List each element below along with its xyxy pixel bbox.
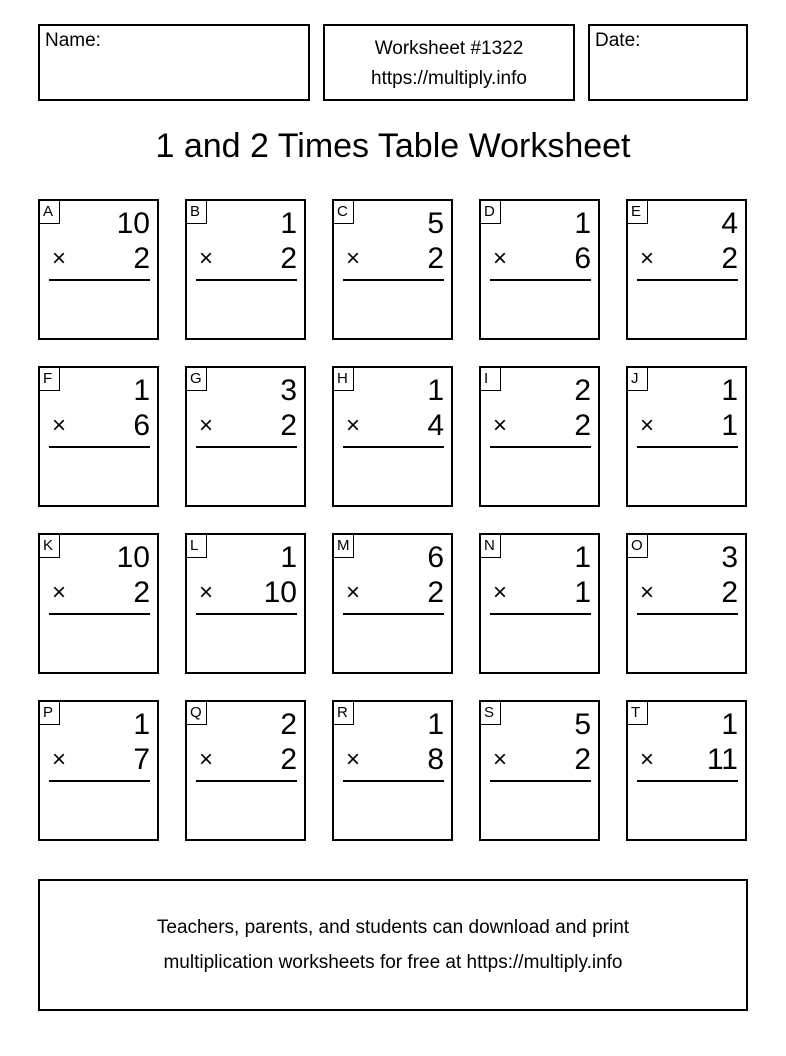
problem-card[interactable] xyxy=(185,700,306,841)
problem-letter: T xyxy=(628,702,648,725)
answer-line xyxy=(343,279,444,281)
problem-card[interactable] xyxy=(332,199,453,340)
problem-letter: F xyxy=(40,368,60,391)
multiplier: 1 xyxy=(574,576,591,609)
problem-letter: B xyxy=(187,201,207,224)
multiplicand: 1 xyxy=(574,541,591,574)
multiplier: 2 xyxy=(721,576,738,609)
problem-card[interactable] xyxy=(332,366,453,507)
multiply-sign-icon: × xyxy=(640,245,655,272)
problem-letter: S xyxy=(481,702,501,725)
multiplicand: 3 xyxy=(721,541,738,574)
multiplicand: 3 xyxy=(280,374,297,407)
multiplier: 8 xyxy=(427,743,444,776)
multiplicand: 1 xyxy=(427,374,444,407)
multiplicand: 6 xyxy=(427,541,444,574)
problem-card[interactable] xyxy=(38,199,159,340)
problem-card[interactable] xyxy=(626,700,747,841)
problem-card[interactable] xyxy=(626,366,747,507)
answer-line xyxy=(196,613,297,615)
problem-letter: A xyxy=(40,201,60,224)
name-field[interactable] xyxy=(38,24,310,101)
multiply-sign-icon: × xyxy=(52,412,67,439)
problem-letter: K xyxy=(40,535,60,558)
problem-letter: Q xyxy=(187,702,207,725)
multiplier: 2 xyxy=(133,242,150,275)
answer-line xyxy=(490,780,591,782)
worksheet-info-box xyxy=(323,24,575,101)
multiplier: 2 xyxy=(721,242,738,275)
multiplier: 2 xyxy=(280,242,297,275)
multiplier: 6 xyxy=(133,409,150,442)
multiply-sign-icon: × xyxy=(199,746,214,773)
answer-line xyxy=(637,279,738,281)
problem-letter: E xyxy=(628,201,648,224)
name-label: Name: xyxy=(45,30,101,51)
multiply-sign-icon: × xyxy=(52,746,67,773)
multiplier: 2 xyxy=(427,576,444,609)
footer-line-1: Teachers, parents, and students can download and print xyxy=(156,917,630,938)
multiplicand: 10 xyxy=(116,541,150,574)
multiply-sign-icon: × xyxy=(199,579,214,606)
problem-card[interactable] xyxy=(479,533,600,674)
multiplicand: 1 xyxy=(133,708,150,741)
answer-line xyxy=(196,446,297,448)
problem-card[interactable] xyxy=(479,199,600,340)
multiply-sign-icon: × xyxy=(493,412,508,439)
worksheet-url: https://multiply.info xyxy=(371,68,527,89)
multiplier: 10 xyxy=(263,576,297,609)
problem-card[interactable] xyxy=(626,199,747,340)
footer-box xyxy=(38,879,748,1011)
multiply-sign-icon: × xyxy=(640,746,655,773)
answer-line xyxy=(490,613,591,615)
answer-line xyxy=(49,446,150,448)
multiplier: 2 xyxy=(133,576,150,609)
multiplicand: 10 xyxy=(116,207,150,240)
multiply-sign-icon: × xyxy=(493,746,508,773)
multiplier: 11 xyxy=(706,743,738,776)
problem-letter: G xyxy=(187,368,207,391)
problem-letter: L xyxy=(187,535,207,558)
multiplier: 2 xyxy=(280,743,297,776)
problem-letter: D xyxy=(481,201,501,224)
page-title: 1 and 2 Times Table Worksheet xyxy=(155,127,631,165)
multiplier: 4 xyxy=(427,409,444,442)
answer-line xyxy=(343,780,444,782)
multiplicand: 2 xyxy=(280,708,297,741)
problem-letter: P xyxy=(40,702,60,725)
answer-line xyxy=(490,446,591,448)
multiply-sign-icon: × xyxy=(493,245,508,272)
answer-line xyxy=(49,780,150,782)
multiplicand: 1 xyxy=(280,207,297,240)
multiplicand: 1 xyxy=(721,708,738,741)
problem-letter: H xyxy=(334,368,354,391)
answer-line xyxy=(196,780,297,782)
date-field[interactable] xyxy=(588,24,748,101)
problem-card[interactable] xyxy=(479,366,600,507)
multiplicand: 4 xyxy=(721,207,738,240)
problem-card[interactable] xyxy=(626,533,747,674)
problem-card[interactable] xyxy=(332,700,453,841)
multiplier: 2 xyxy=(574,743,591,776)
problem-card[interactable] xyxy=(38,700,159,841)
answer-line xyxy=(490,279,591,281)
problem-letter: M xyxy=(334,535,354,558)
problem-card[interactable] xyxy=(185,533,306,674)
multiplicand: 1 xyxy=(133,374,150,407)
multiplier: 2 xyxy=(280,409,297,442)
multiplier: 6 xyxy=(574,242,591,275)
multiply-sign-icon: × xyxy=(640,579,655,606)
answer-line xyxy=(637,446,738,448)
multiplicand: 5 xyxy=(574,708,591,741)
answer-line xyxy=(196,279,297,281)
multiplicand: 1 xyxy=(574,207,591,240)
problem-card[interactable] xyxy=(185,366,306,507)
multiply-sign-icon: × xyxy=(52,579,67,606)
multiplicand: 1 xyxy=(280,541,297,574)
answer-line xyxy=(49,613,150,615)
multiply-sign-icon: × xyxy=(640,412,655,439)
multiply-sign-icon: × xyxy=(346,412,361,439)
multiplicand: 5 xyxy=(427,207,444,240)
problem-letter: I xyxy=(481,368,501,391)
multiply-sign-icon: × xyxy=(346,746,361,773)
answer-line xyxy=(343,446,444,448)
multiplier: 7 xyxy=(133,743,150,776)
problem-letter: R xyxy=(334,702,354,725)
answer-line xyxy=(637,780,738,782)
problem-card[interactable] xyxy=(185,199,306,340)
worksheet-number: Worksheet #1322 xyxy=(374,38,524,59)
multiply-sign-icon: × xyxy=(52,245,67,272)
multiplier: 1 xyxy=(721,409,738,442)
multiplicand: 2 xyxy=(574,374,591,407)
multiply-sign-icon: × xyxy=(199,245,214,272)
multiply-sign-icon: × xyxy=(199,412,214,439)
problem-card[interactable] xyxy=(479,700,600,841)
problem-letter: C xyxy=(334,201,354,224)
date-label: Date: xyxy=(595,30,641,51)
problem-letter: O xyxy=(628,535,648,558)
multiplier: 2 xyxy=(427,242,444,275)
multiply-sign-icon: × xyxy=(346,245,361,272)
problem-letter: J xyxy=(628,368,648,391)
answer-line xyxy=(343,613,444,615)
multiplicand: 1 xyxy=(721,374,738,407)
multiplier: 2 xyxy=(574,409,591,442)
problem-letter: N xyxy=(481,535,501,558)
answer-line xyxy=(49,279,150,281)
problem-card[interactable] xyxy=(332,533,453,674)
problem-card[interactable] xyxy=(38,366,159,507)
multiply-sign-icon: × xyxy=(346,579,361,606)
problem-card[interactable] xyxy=(38,533,159,674)
multiplicand: 1 xyxy=(427,708,444,741)
multiply-sign-icon: × xyxy=(493,579,508,606)
answer-line xyxy=(637,613,738,615)
footer-line-2: multiplication worksheets for free at https://multiply.info xyxy=(163,952,623,973)
